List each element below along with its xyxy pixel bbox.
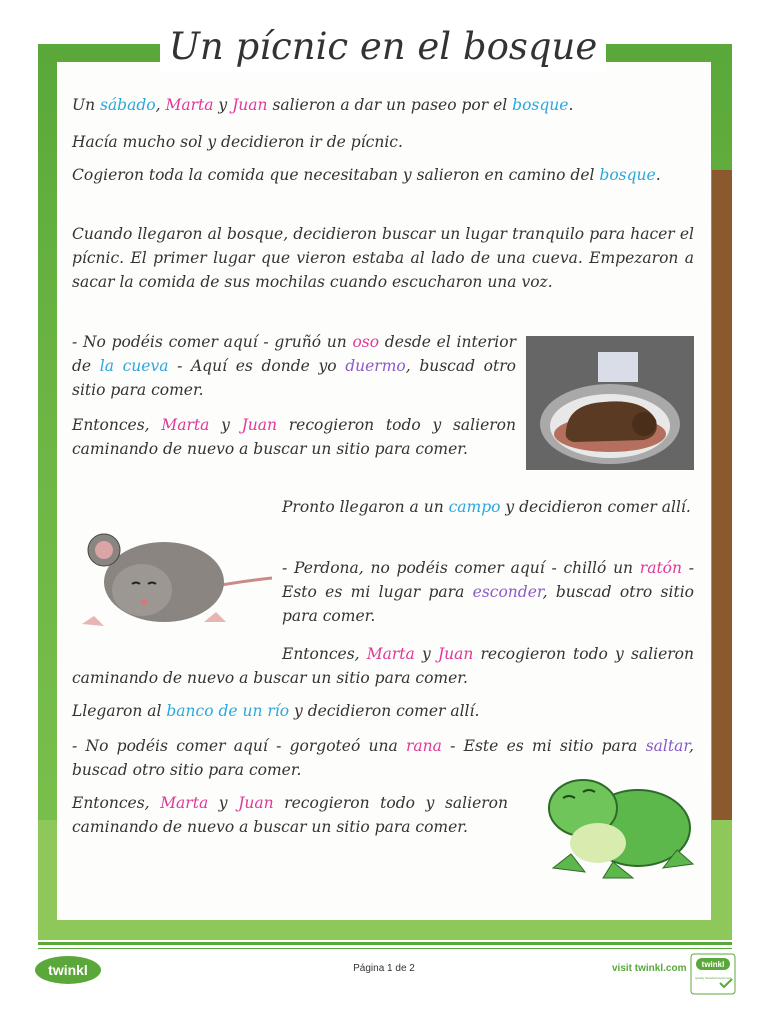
text: , buscad otro sitio para comer. [282, 583, 694, 625]
quality-badge [690, 953, 736, 995]
keyword: oso [352, 333, 380, 351]
keyword: banco de un río [166, 702, 290, 720]
mouse-illustration [74, 512, 274, 637]
footer-divider [38, 942, 732, 945]
text: y decidieron comer allí. [289, 702, 480, 720]
paragraph-7 [282, 495, 694, 519]
text: y [209, 416, 242, 434]
paragraph-9 [72, 642, 694, 690]
name-marta: Marta [161, 416, 210, 434]
paragraph-8 [282, 556, 694, 628]
name-marta: Marta [366, 645, 415, 663]
keyword: sábado [99, 96, 156, 114]
paragraph-2: Hacía mucho sol y decidieron ir de pícnic. [72, 133, 403, 151]
text: , buscad otro sitio para comer. [72, 357, 516, 399]
keyword: duermo [345, 357, 406, 375]
text: y [208, 794, 239, 812]
keyword: la cueva [99, 357, 169, 375]
text: . [655, 166, 661, 184]
keyword: campo [448, 498, 501, 516]
text: - Aquí es donde yo [168, 357, 346, 375]
text: y decidieron comer allí. [500, 498, 691, 516]
name-marta: Marta [165, 96, 214, 114]
text: Cogieron toda la comida que necesitaban y salieron en camino del [72, 166, 600, 184]
text: recogieron todo y salieron caminando de nuevo a buscar un sitio para comer. [72, 794, 508, 836]
text: - Este es mi sitio para [441, 737, 646, 755]
text: Entonces, [72, 794, 161, 812]
text: , [155, 96, 166, 114]
name-juan: Juan [238, 794, 274, 812]
text: y [414, 645, 438, 663]
badge-subtitle: Quality Standard Approved [695, 976, 731, 980]
text: Entonces, [282, 645, 367, 663]
paragraph-10 [72, 699, 702, 723]
text: salieron a dar un paseo por el [267, 96, 513, 114]
keyword: rana [406, 737, 442, 755]
text: Llegaron al [72, 702, 167, 720]
keyword: bosque [512, 96, 569, 114]
name-juan: Juan [241, 416, 278, 434]
text: y [213, 96, 233, 114]
paragraph-5 [72, 330, 516, 402]
footer-divider-thin [38, 948, 732, 949]
bear-cave-illustration [526, 336, 694, 470]
text: . [568, 96, 574, 114]
logo-text: twinkl [48, 962, 88, 978]
visit-link[interactable]: visit twinkl.com [612, 963, 687, 974]
text: Pronto llegaron a un [282, 498, 449, 516]
name-juan: Juan [437, 645, 474, 663]
name-marta: Marta [160, 794, 209, 812]
keyword: saltar [645, 737, 690, 755]
frog-illustration [543, 768, 696, 888]
text: recogieron todo y salieron caminando de nuevo a buscar un sitio para comer. [72, 645, 694, 687]
name-juan: Juan [232, 96, 268, 114]
text: Un [72, 96, 100, 114]
paragraph-1 [72, 93, 702, 117]
text: desde el interior de [72, 333, 516, 375]
text: - No podéis comer aquí - gruñó un [72, 333, 353, 351]
text: , buscad otro sitio para comer. [72, 737, 694, 779]
keyword: bosque [599, 166, 656, 184]
page-number: Página 1 de 2 [353, 963, 415, 974]
badge-title: twinkl [701, 960, 725, 969]
keyword: ratón [639, 559, 682, 577]
paragraph-12 [72, 791, 508, 839]
text: - Esto es mi lugar para [282, 559, 694, 601]
text: - No podéis comer aquí - gorgoteó una [72, 737, 407, 755]
page-title: Un pícnic en el bosque [168, 25, 598, 68]
text: recogieron todo y salieron caminando de nuevo a buscar un sitio para comer. [72, 416, 516, 458]
paragraph-3 [72, 163, 694, 187]
text: Entonces, [72, 416, 162, 434]
text: - Perdona, no podéis comer aquí - chilló un [282, 559, 640, 577]
paragraph-4: Cuando llegaron al bosque, decidieron buscar un lugar tranquilo para hacer el pícnic. El primer lugar que vieron estaba al lado de una cueva. Empezaron a sacar la comida de sus mochilas cuando escucharon una voz. [72, 225, 694, 291]
paragraph-6 [72, 413, 516, 461]
keyword: esconder [472, 583, 543, 601]
